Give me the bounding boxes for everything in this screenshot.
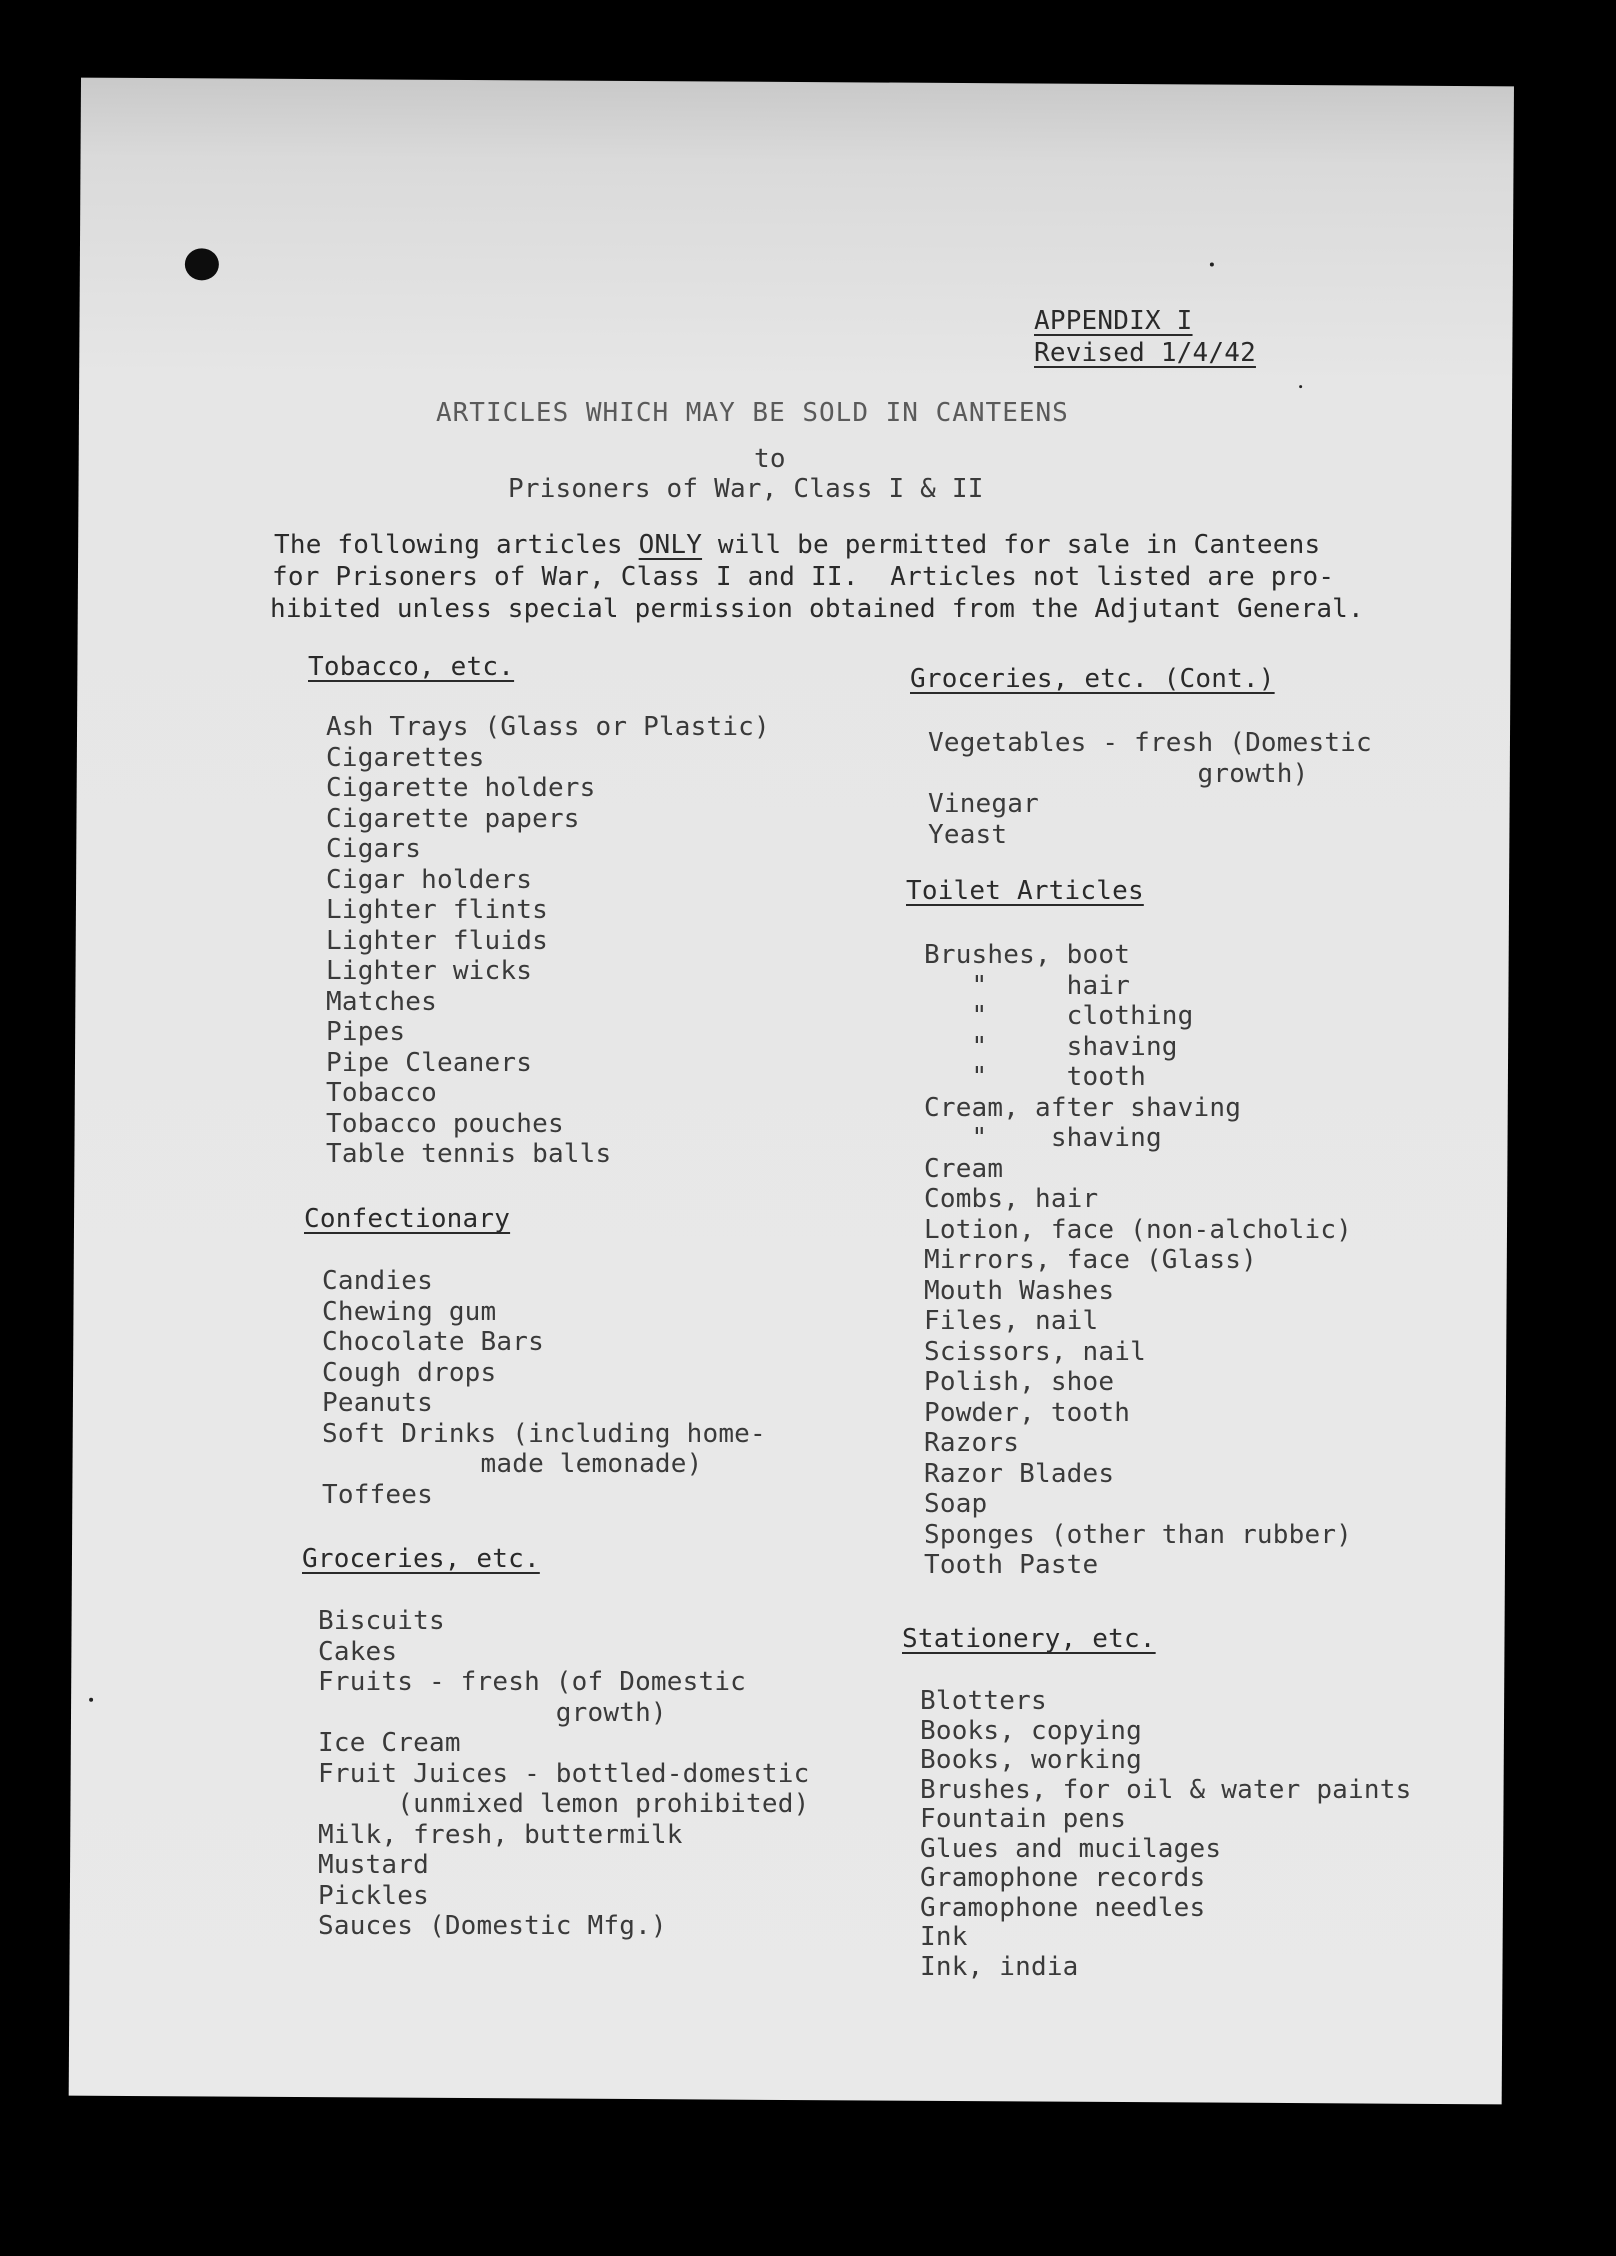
list-item: Razor Blades [924,1458,1115,1489]
section-heading-groceries: Groceries, etc. [302,1544,540,1574]
list-item: Blotters [920,1686,1047,1716]
list-item: " tooth [924,1062,1146,1092]
list-item: Tobacco [326,1078,437,1108]
list-item: Mirrors, face (Glass) [924,1245,1257,1275]
list-item: Chocolate Bars [322,1327,544,1357]
list-item: Cakes [318,1636,398,1667]
list-item: growth) [318,1697,667,1728]
list-item: Cigar holders [326,864,533,895]
list-item: Matches [326,986,437,1017]
list-item: Chewing gum [322,1296,497,1327]
list-item: " clothing [924,1001,1194,1031]
list-item: Fountain pens [920,1804,1127,1834]
list-item: Milk, fresh, buttermilk [318,1819,683,1850]
list-item: Glues and mucilages [920,1833,1222,1864]
list-item: Lighter wicks [326,956,533,986]
list-item: Gramophone records [920,1863,1206,1893]
list-item: Files, nail [924,1306,1099,1336]
list-item: Polish, shoe [924,1367,1115,1397]
list-item: Lighter fluids [326,925,548,956]
punch-hole [185,248,219,280]
list-item: Cream [924,1153,1004,1184]
list-item: Mouth Washes [924,1275,1115,1306]
list-item: made lemonade) [322,1449,703,1479]
list-item: Candies [322,1266,433,1296]
list-item: Vinegar [928,789,1039,819]
section-heading-tobacco: Tobacco, etc. [308,652,515,682]
list-item: Soft Drinks (including home- [322,1418,766,1449]
section-heading-groceries-cont: Groceries, etc. (Cont.) [910,664,1275,694]
list-item: Cough drops [322,1357,497,1388]
appendix-label: APPENDIX I [1034,306,1193,336]
emphasis-only: ONLY [638,530,703,560]
list-item: Biscuits [318,1606,445,1636]
list-item: Brushes, boot [924,940,1131,970]
list-item: Pickles [318,1880,429,1911]
section-heading-toilet: Toilet Articles [906,876,1144,906]
list-item: Cigarettes [326,742,485,773]
list-item: " shaving [924,1123,1162,1153]
list-item: Peanuts [322,1388,433,1418]
list-item: Razors [924,1428,1020,1458]
intro-line-3: hibited unless special permission obtained from the Adjutant General. [270,594,1364,624]
speck [1299,385,1302,388]
section-heading-confectionary: Confectionary [304,1204,511,1234]
intro-line-1: The following articles ONLY will be permitted for sale in Canteens [274,530,1321,560]
intro-line-2: for Prisoners of War, Class I and II. Articles not listed are pro- [272,562,1335,592]
list-item: Sponges (other than rubber) [924,1519,1353,1550]
list-item: Cigarette holders [326,773,596,803]
revised-date: Revised 1/4/42 [1034,338,1256,368]
list-item: Ice Cream [318,1728,461,1758]
list-item: Pipes [326,1017,406,1047]
list-item: Ink, india [920,1951,1079,1982]
list-item: Cigars [326,834,422,864]
list-item: Sauces (Domestic Mfg.) [318,1911,667,1941]
title-subject: Prisoners of War, Class I & II [508,474,984,504]
section-heading-stationery: Stationery, etc. [902,1624,1156,1654]
list-item: Powder, tooth [924,1397,1131,1428]
speck [1210,263,1214,267]
list-item: Fruit Juices - bottled-domestic [318,1758,810,1789]
list-item: Fruits - fresh (of Domestic [318,1667,747,1697]
title-connector: to [754,444,786,474]
list-item: Lotion, face (non-alcholic) [924,1214,1353,1245]
list-item: growth) [928,758,1309,789]
list-item: Books, working [920,1745,1142,1775]
list-item: Tobacco pouches [326,1108,564,1139]
list-item: Brushes, for oil & water paints [920,1774,1412,1805]
speck [89,1698,93,1702]
list-item: Cream, after shaving [924,1092,1242,1123]
list-item: Ink [920,1922,968,1952]
list-item: Toffees [322,1479,433,1510]
list-item: Gramophone needles [920,1892,1206,1923]
list-item: Ash Trays (Glass or Plastic) [326,712,770,742]
list-item: " hair [924,970,1131,1001]
list-item: Yeast [928,819,1008,850]
list-item: " shaving [924,1031,1178,1062]
list-item: Soap [924,1489,988,1519]
list-item: Combs, hair [924,1184,1099,1214]
list-item: Mustard [318,1850,429,1880]
list-item: Cigarette papers [326,803,580,834]
list-item: (unmixed lemon prohibited) [318,1789,810,1819]
list-item: Vegetables - fresh (Domestic [928,728,1372,758]
list-item: Scissors, nail [924,1336,1146,1367]
document-title: ARTICLES WHICH MAY BE SOLD IN CANTEENS [436,398,1069,428]
list-item: Tooth Paste [924,1550,1099,1580]
list-item: Books, copying [920,1715,1142,1746]
list-item: Pipe Cleaners [326,1047,533,1078]
list-item: Lighter flints [326,895,548,925]
list-item: Table tennis balls [326,1139,612,1169]
